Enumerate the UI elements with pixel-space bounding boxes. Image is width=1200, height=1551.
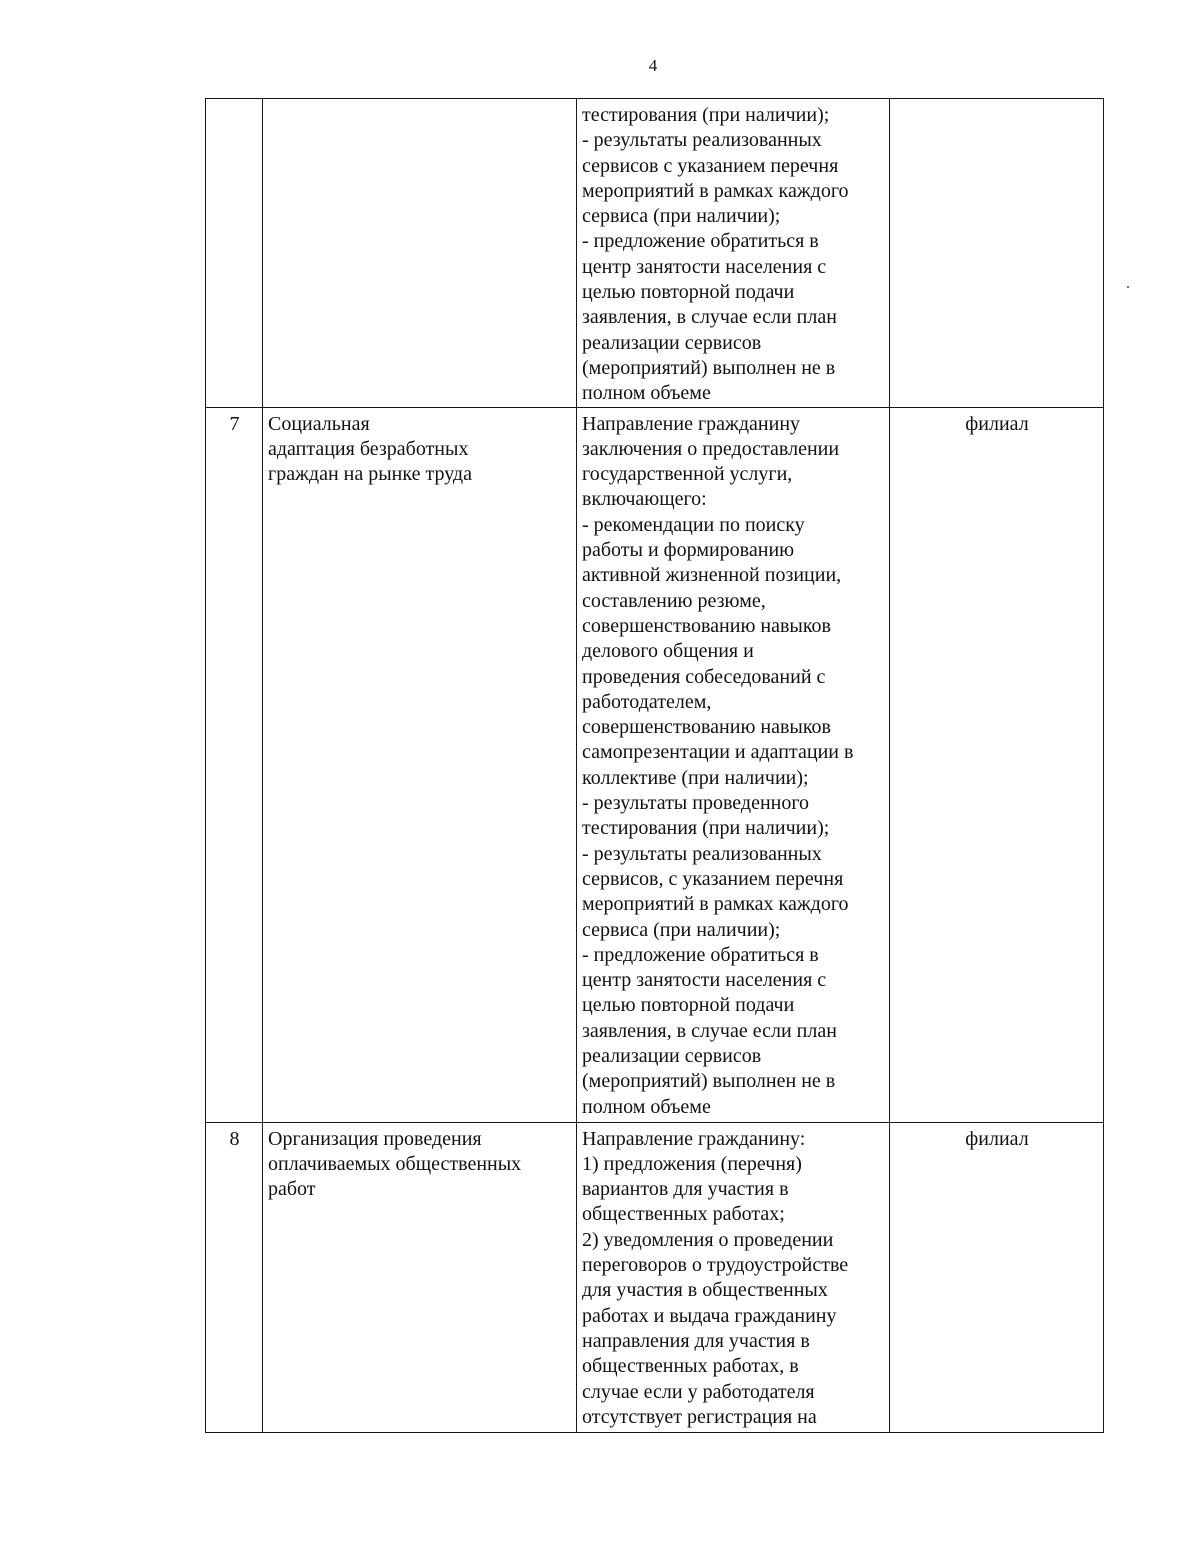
service-result-cell-line: совершенствованию навыков xyxy=(582,614,831,637)
service-result-cell-line: работы и формированию xyxy=(582,539,795,562)
service-result-cell-line: вариантов для участия в xyxy=(582,1178,789,1201)
service-name-cell-line: оплачиваемых общественных xyxy=(268,1152,522,1175)
service-result-cell-line: мероприятий в рамках каждого xyxy=(582,179,849,202)
service-result-cell-line: тестирования (при наличии); xyxy=(582,104,830,126)
service-name-cell xyxy=(263,1122,577,1432)
service-name-cell-line: Организация проведения xyxy=(268,1127,482,1150)
service-result-cell-line: - результаты проведенного xyxy=(582,792,810,815)
service-result-cell-line: (мероприятий) выполнен не в xyxy=(582,1070,836,1093)
service-result-cell-line: заявления, в случае если план xyxy=(582,306,837,329)
table-body xyxy=(206,99,1104,1433)
executor-cell: филиал xyxy=(890,407,1104,1122)
scan-speck xyxy=(1127,286,1129,288)
service-result-cell-line: целью повторной подачи xyxy=(582,281,795,304)
table-row xyxy=(206,407,1104,1122)
service-result-cell-line: совершенствованию навыков xyxy=(582,716,831,739)
service-result-cell-line: 2) уведомления о проведении xyxy=(582,1228,834,1251)
service-result-cell-line: случае если у работодателя xyxy=(582,1380,815,1403)
service-result-cell-line: - результаты реализованных xyxy=(582,842,822,865)
service-result-cell xyxy=(577,99,890,408)
service-result-cell-line: Направление гражданину xyxy=(582,412,801,435)
service-result-cell-line: (мероприятий) выполнен не в xyxy=(582,356,836,379)
service-result-cell-line: 1) предложения (перечня) xyxy=(582,1152,802,1175)
service-result-cell-line: центр занятости населения с xyxy=(582,255,827,278)
service-result-cell-line: отсутствует регистрация на xyxy=(582,1405,817,1428)
service-result-cell-line: мероприятий в рамках каждого xyxy=(582,893,849,916)
service-name-cell-line: граждан на рынке труда xyxy=(268,463,472,486)
executor-cell xyxy=(890,99,1104,408)
service-result-cell-line: делового общения и xyxy=(582,640,754,663)
service-result-cell-line: общественных работах, в xyxy=(582,1355,799,1378)
service-result-cell-line: сервиса (при наличии); xyxy=(582,205,781,228)
service-result-cell-line: направления для участия в xyxy=(582,1329,810,1352)
table-row xyxy=(206,1122,1104,1432)
service-result-cell-line: Направление гражданину: xyxy=(582,1127,806,1150)
service-result-cell-line: реализации сервисов xyxy=(582,331,762,354)
service-result-cell-line: сервиса (при наличии); xyxy=(582,918,781,941)
service-result-cell-line: общественных работах; xyxy=(582,1203,785,1226)
service-name-cell-line: работ xyxy=(268,1178,316,1201)
service-result-cell-line: самопрезентации и адаптации в xyxy=(582,741,854,764)
service-result-cell-line: проведения собеседований с xyxy=(582,665,826,688)
service-name-cell xyxy=(263,99,577,408)
row-number-cell xyxy=(206,99,263,408)
service-result-cell-line: составлению резюме, xyxy=(582,589,766,612)
service-result-cell-line: тестирования (при наличии); xyxy=(582,817,830,840)
service-result-cell-line: работодателем, xyxy=(582,690,712,713)
row-number-cell: 7 xyxy=(206,407,263,1122)
services-table xyxy=(205,98,1104,1433)
service-result-cell-line: - предложение обратиться в xyxy=(582,230,819,253)
service-result-cell-line: целью повторной подачи xyxy=(582,994,795,1017)
table-row xyxy=(206,99,1104,408)
executor-cell: филиал xyxy=(890,1122,1104,1432)
service-name-cell-line: адаптация безработных xyxy=(268,437,469,460)
service-result-cell-line: полном объеме xyxy=(582,1095,711,1118)
service-result-cell-line: включающего: xyxy=(582,488,707,511)
service-result-cell-line: заключения о предоставлении xyxy=(582,437,840,460)
service-result-cell-line: сервисов с указанием перечня xyxy=(582,154,839,177)
service-result-cell-line: переговоров о трудоустройстве xyxy=(582,1254,849,1277)
service-result-cell-line: центр занятости населения с xyxy=(582,969,827,992)
service-name-cell xyxy=(263,407,577,1122)
service-result-cell-line: для участия в общественных xyxy=(582,1279,828,1302)
service-name-cell-line: Социальная xyxy=(268,412,370,435)
service-result-cell-line: активной жизненной позиции, xyxy=(582,564,842,587)
service-result-cell-line: - предложение обратиться в xyxy=(582,943,819,966)
row-number-cell: 8 xyxy=(206,1122,263,1432)
service-result-cell-line: работах и выдача гражданину xyxy=(582,1304,837,1327)
service-result-cell xyxy=(577,1122,890,1432)
service-result-cell-line: коллективе (при наличии); xyxy=(582,766,809,789)
service-result-cell-line: полном объеме xyxy=(582,382,711,405)
service-result-cell-line: сервисов, с указанием перечня xyxy=(582,867,844,890)
service-result-cell-line: государственной услуги, xyxy=(582,463,793,486)
service-result-cell-line: реализации сервисов xyxy=(582,1044,762,1067)
service-result-cell-line: - рекомендации по поиску xyxy=(582,513,805,536)
service-result-cell xyxy=(577,407,890,1122)
page-number: 4 xyxy=(648,56,658,75)
service-result-cell-line: заявления, в случае если план xyxy=(582,1019,837,1042)
service-result-cell-line: - результаты реализованных xyxy=(582,129,822,152)
